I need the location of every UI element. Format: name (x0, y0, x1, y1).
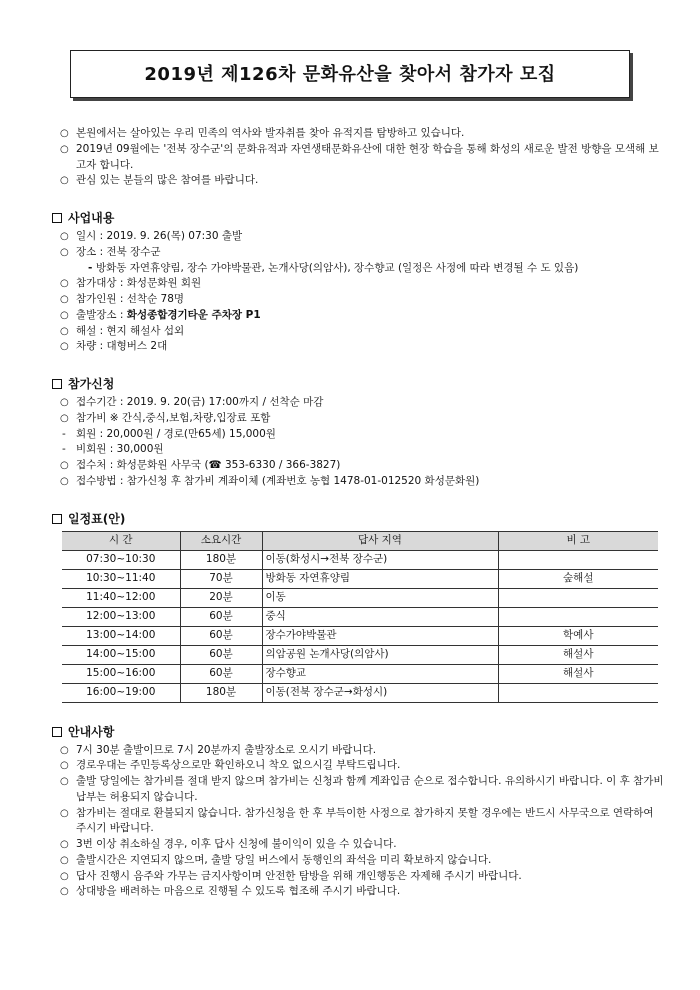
apply-fee: ○ 참가비 ※ 간식,중식,보험,차량,입장료 포함 (52, 411, 664, 427)
cell-time: 13:00~14:00 (62, 626, 180, 645)
cell-area: 의암공원 논개사당(의암사) (262, 645, 498, 664)
cell-note: 숲해설 (498, 569, 658, 588)
apply-section (52, 375, 664, 490)
apply-period: ○ 접수기간 : 2019. 9. 20(금) 17:00까지 / 선착순 마감 (52, 395, 664, 411)
cell-note: 해설사 (498, 645, 658, 664)
table-row (62, 664, 658, 683)
header-area: 답사 지역 (262, 531, 498, 550)
intro-item: ○ 본원에서는 살아있는 우리 민족의 역사와 발자취를 찾아 유적지를 탐방하고 있습니다. (52, 126, 664, 142)
header-duration: 소요시간 (180, 531, 262, 550)
document-title: 2019년 제126차 문화유산을 찾아서 참가자 모집 (70, 50, 630, 98)
business-departure: ○ 출발장소 : 화성종합경기타운 주차장 P1 (52, 308, 664, 324)
business-count: ○ 참가인원 : 선착순 78명 (52, 292, 664, 308)
table-row (62, 569, 658, 588)
cell-note: 해설사 (498, 664, 658, 683)
cell-area: 이동(전북 장수군→화성시) (262, 683, 498, 702)
notice-item: ○ 경로우대는 주민등록상으로만 확인하오니 착오 없으시길 부탁드립니다. (52, 758, 664, 774)
business-guide: ○ 해설 : 현지 해설사 섭외 (52, 324, 664, 340)
table-row (62, 588, 658, 607)
cell-time: 16:00~19:00 (62, 683, 180, 702)
checkbox-square-icon (52, 213, 62, 223)
business-target: ○ 참가대상 : 화성문화원 회원 (52, 276, 664, 292)
table-row (62, 645, 658, 664)
section-title: 사업내용 (52, 209, 664, 227)
business-date: ○ 일시 : 2019. 9. 26(목) 07:30 출발 (52, 229, 664, 245)
table-row (62, 550, 658, 569)
table-header-row (62, 531, 658, 550)
notice-item: ○ 상대방을 배려하는 마음으로 진행될 수 있도록 협조해 주시기 바랍니다. (52, 884, 664, 900)
cell-area: 이동(화성시→전북 장수군) (262, 550, 498, 569)
business-section (52, 209, 664, 355)
table-row (62, 607, 658, 626)
cell-duration: 60분 (180, 626, 262, 645)
checkbox-square-icon (52, 514, 62, 524)
notice-item: ○ 참가비는 절대로 환불되지 않습니다. 참가신청을 한 후 부득이한 사정으로 참가하지 못할 경우에는 반드시 사무국으로 연락하여 주시기 바랍니다. (52, 806, 664, 838)
checkbox-square-icon (52, 379, 62, 389)
business-vehicle: ○ 차량 : 대형버스 2대 (52, 339, 664, 355)
apply-office: ○ 접수처 : 화성문화원 사무국 (☎ 353-6330 / 366-3827) (52, 458, 664, 474)
section-title: 안내사항 (52, 723, 664, 741)
cell-note (498, 683, 658, 702)
notice-item: ○ 3번 이상 취소하실 경우, 이후 답사 신청에 불이익이 있을 수 있습니다. (52, 837, 664, 853)
header-time: 시 간 (62, 531, 180, 550)
section-title: 일정표(안) (52, 510, 664, 528)
business-place-detail: - 방화동 자연휴양림, 장수 가야박물관, 논개사당(의암사), 장수향교 (일정은 사정에 따라 변경될 수 도 있음) (52, 261, 664, 277)
cell-duration: 60분 (180, 607, 262, 626)
cell-duration: 60분 (180, 664, 262, 683)
cell-time: 07:30~10:30 (62, 550, 180, 569)
cell-note: 학예사 (498, 626, 658, 645)
cell-duration: 180분 (180, 550, 262, 569)
table-row (62, 683, 658, 702)
apply-nonmember-fee: - 비회원 : 30,000원 (52, 442, 664, 458)
cell-time: 15:00~16:00 (62, 664, 180, 683)
notice-item: ○ 출발시간은 지연되지 않으며, 출발 당일 버스에서 동행인의 좌석을 미리 확보하지 않습니다. (52, 853, 664, 869)
schedule-table (62, 531, 658, 703)
intro-item: ○ 관심 있는 분들의 많은 참여를 바랍니다. (52, 173, 664, 189)
cell-note (498, 607, 658, 626)
cell-area: 장수향교 (262, 664, 498, 683)
cell-duration: 180분 (180, 683, 262, 702)
cell-duration: 70분 (180, 569, 262, 588)
cell-time: 11:40~12:00 (62, 588, 180, 607)
section-title: 참가신청 (52, 375, 664, 393)
apply-member-fee: - 회원 : 20,000원 / 경로(만65세) 15,000원 (52, 427, 664, 443)
notice-item: ○ 답사 진행시 음주와 가무는 금지사항이며 안전한 탐방을 위해 개인행동은 자제해 주시기 바랍니다. (52, 869, 664, 885)
notice-section (52, 723, 664, 901)
checkbox-square-icon (52, 727, 62, 737)
cell-duration: 20분 (180, 588, 262, 607)
cell-area: 중식 (262, 607, 498, 626)
cell-time: 12:00~13:00 (62, 607, 180, 626)
business-place: ○ 장소 : 전북 장수군 (52, 245, 664, 261)
apply-method: ○ 접수방법 : 참가신청 후 참가비 계좌이체 (계좌번호 농협 1478-01-012520 화성문화원) (52, 474, 664, 490)
cell-note (498, 588, 658, 607)
cell-time: 14:00~15:00 (62, 645, 180, 664)
notice-item: ○ 출발 당일에는 참가비를 절대 받지 않으며 참가비는 신청과 함께 계좌입금 순으로 접수합니다. 유의하시기 바랍니다. 이 후 참가비 납부는 허용되지 않습니다. (52, 774, 664, 806)
cell-area: 장수가야박물관 (262, 626, 498, 645)
cell-time: 10:30~11:40 (62, 569, 180, 588)
header-note: 비 고 (498, 531, 658, 550)
cell-area: 방화동 자연휴양림 (262, 569, 498, 588)
document-body (52, 126, 664, 900)
intro-section (52, 126, 664, 189)
cell-area: 이동 (262, 588, 498, 607)
intro-item: ○ 2019년 09월에는 '전북 장수군'의 문화유적과 자연생태문화유산에 대한 현장 학습을 통해 화성의 새로운 발전 방향을 모색해 보고자 합니다. (52, 142, 664, 174)
cell-duration: 60분 (180, 645, 262, 664)
schedule-section (52, 510, 664, 703)
table-row (62, 626, 658, 645)
cell-note (498, 550, 658, 569)
notice-item: ○ 7시 30분 출발이므로 7시 20분까지 출발장소로 오시기 바랍니다. (52, 743, 664, 759)
